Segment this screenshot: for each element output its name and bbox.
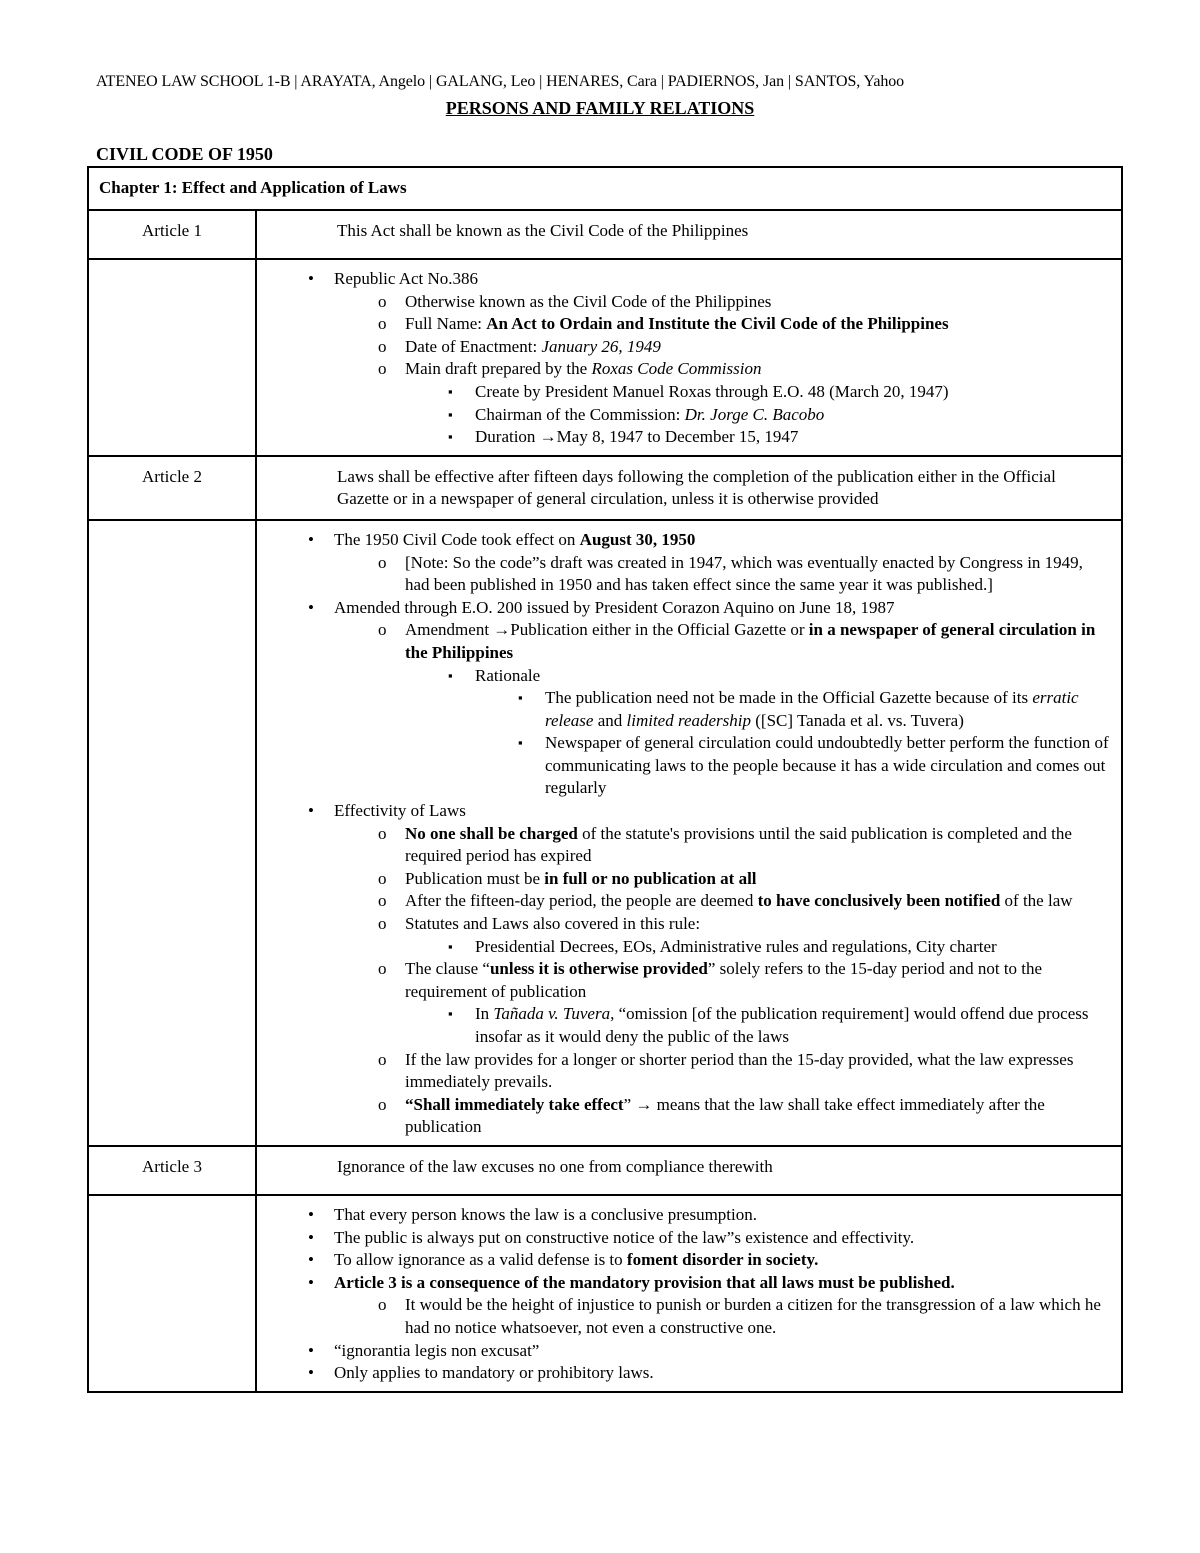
- article-text: Ignorance of the law excuses no one from compliance therewith: [256, 1146, 1122, 1195]
- article-text: Laws shall be effective after fifteen days following the completion of the publication either in the Official Gazette or in a newspaper of general circulation, unless it is otherwise provided: [256, 456, 1122, 520]
- chapter-row: [88, 167, 1122, 210]
- list-item: o Otherwise known as the Civil Code of the Philippines: [97, 291, 1111, 314]
- list-item: • “ignorantia legis non excusat”: [97, 1340, 1111, 1363]
- article-text: This Act shall be known as the Civil Code of the Philippines: [256, 210, 1122, 259]
- article-notes: [256, 520, 1122, 1146]
- list-item: o Amendment →Publication either in the Official Gazette or in a newspaper of general circulation in the Philippines ▪ Rationale ▪ The publication need not be made in the Official Gazette because of its erratic release and limited readership ([SC] Tanada et al. vs. Tuvera) ▪ Newspaper of general circulation could undoubtedly better perform the function of communicating laws to the people because it has a wide circulation and comes out regularly: [97, 619, 1111, 800]
- list-item: o “Shall immediately take effect” → means that the law shall take effect immediately after the publication: [97, 1094, 1111, 1139]
- article-label: Article 3: [88, 1146, 256, 1195]
- chapter-title: Chapter 1: Effect and Application of Laws: [88, 167, 1122, 210]
- list-item: ▪ Newspaper of general circulation could undoubtedly better perform the function of communicating laws to the people because it has a wide circulation and comes out regularly: [97, 732, 1111, 800]
- list-item: • Effectivity of Laws o No one shall be charged of the statute's provisions until the said publication is completed and the required period has expired o Publication must be in full or no publication at all o After the fifteen-day period, the people are deemed to have conclusively been notified of the law o Statutes and Laws also covered in this rule: ▪ Presidential Decrees, EOs, Administrative rules and regulations, City charter o The clause “unless it is otherwise provided” solely refers to the 15-day period and not to the requirement of publication ▪ In Tañada v. Tuvera, “omission [of the publication requirement] would offend due process insofar as it would deny the public of the laws o If the law provides for a longer or shorter period than the 15-day provided, what the law expresses immediately prevails. o “Shall immediately take effect” → means that the law shall take effect immediately after the publication: [97, 800, 1111, 1139]
- list-item: o After the fifteen-day period, the people are deemed to have conclusively been notified of the law: [97, 890, 1111, 913]
- list-item: ▪ Rationale ▪ The publication need not be made in the Official Gazette because of its erratic release and limited readership ([SC] Tanada et al. vs. Tuvera) ▪ Newspaper of general circulation could undoubtedly better perform the function of communicating laws to the people because it has a wide circulation and comes out regularly: [97, 665, 1111, 801]
- notes-row: [88, 1195, 1122, 1392]
- article-row: [88, 456, 1122, 520]
- list-item: ▪ Create by President Manuel Roxas through E.O. 48 (March 20, 1947): [97, 381, 1111, 404]
- list-item: • The public is always put on constructive notice of the law”s existence and effectivity.: [97, 1227, 1111, 1250]
- document-title: PERSONS AND FAMILY RELATIONS: [445, 98, 755, 118]
- list-item: o Full Name: An Act to Ordain and Institute the Civil Code of the Philippines: [97, 313, 1111, 336]
- list-item: o If the law provides for a longer or shorter period than the 15-day provided, what the law expresses immediately prevails.: [97, 1049, 1111, 1094]
- list-item: o Statutes and Laws also covered in this rule: ▪ Presidential Decrees, EOs, Administrative rules and regulations, City charter: [97, 913, 1111, 958]
- list-item: ▪ Chairman of the Commission: Dr. Jorge C. Bacobo: [97, 404, 1111, 427]
- list-item: • Only applies to mandatory or prohibitory laws.: [97, 1362, 1111, 1385]
- list-item: o Date of Enactment: January 26, 1949: [97, 336, 1111, 359]
- list-item: o No one shall be charged of the statute's provisions until the said publication is completed and the required period has expired: [97, 823, 1111, 868]
- authors-header: ATENEO LAW SCHOOL 1-B | ARAYATA, Angelo | GALANG, Leo | HENARES, Cara | PADIERNOS, Jan | SANTOS, Yahoo: [96, 73, 905, 90]
- list-item: o Main draft prepared by the Roxas Code Commission ▪ Create by President Manuel Roxas through E.O. 48 (March 20, 1947) ▪ Chairman of the Commission: Dr. Jorge C. Bacobo ▪ Duration →May 8, 1947 to December 15, 1947: [97, 358, 1111, 448]
- article-notes: [256, 1195, 1122, 1392]
- list-item: • Article 3 is a consequence of the mandatory provision that all laws must be published. o It would be the height of injustice to punish or burden a citizen for the transgression of a law which he had no notice whatsoever, not even a constructive one.: [97, 1272, 1111, 1340]
- list-item: • That every person knows the law is a conclusive presumption.: [97, 1204, 1111, 1227]
- article-row: [88, 210, 1122, 259]
- list-item: o Publication must be in full or no publication at all: [97, 868, 1111, 891]
- list-item: • Amended through E.O. 200 issued by President Corazon Aquino on June 18, 1987 o Amendment →Publication either in the Official Gazette or in a newspaper of general circulation in the Philippines ▪ Rationale ▪ The publication need not be made in the Official Gazette because of its erratic release and limited readership ([SC] Tanada et al. vs. Tuvera) ▪ Newspaper of general circulation could undoubtedly better perform the function of communicating laws to the people because it has a wide circulation and comes out regularly: [97, 597, 1111, 800]
- article-label: Article 1: [88, 210, 256, 259]
- article-label: Article 2: [88, 456, 256, 520]
- list-item: ▪ Duration →May 8, 1947 to December 15, 1947: [97, 426, 1111, 449]
- list-item: ▪ Presidential Decrees, EOs, Administrative rules and regulations, City charter: [97, 936, 1111, 959]
- list-item: o It would be the height of injustice to punish or burden a citizen for the transgression of a law which he had no notice whatsoever, not even a constructive one.: [97, 1294, 1111, 1339]
- list-item: ▪ In Tañada v. Tuvera, “omission [of the publication requirement] would offend due process insofar as it would deny the public of the laws: [97, 1003, 1111, 1048]
- list-item: • Republic Act No.386 o Otherwise known as the Civil Code of the Philippines o Full Name: An Act to Ordain and Institute the Civil Code of the Philippines o Date of Enactment: January 26, 1949 o Main draft prepared by the Roxas Code Commission ▪ Create by President Manuel Roxas through E.O. 48 (March 20, 1947) ▪ Chairman of the Commission: Dr. Jorge C. Bacobo ▪ Duration →May 8, 1947 to December 15, 1947: [97, 268, 1111, 449]
- list-item: • To allow ignorance as a valid defense is to foment disorder in society.: [97, 1249, 1111, 1272]
- list-item: o [Note: So the code”s draft was created in 1947, which was eventually enacted by Congress in 1949, had been published in 1950 and has taken effect since the same year it was published.]: [97, 552, 1111, 597]
- article-notes: [256, 259, 1122, 456]
- article-row: [88, 1146, 1122, 1195]
- notes-table: [87, 166, 1123, 1393]
- notes-row: [88, 520, 1122, 1146]
- list-item: o The clause “unless it is otherwise provided” solely refers to the 15-day period and not to the requirement of publication ▪ In Tañada v. Tuvera, “omission [of the publication requirement] would offend due process insofar as it would deny the public of the laws: [97, 958, 1111, 1048]
- section-title: CIVIL CODE OF 1950: [96, 144, 273, 164]
- list-item: ▪ The publication need not be made in the Official Gazette because of its erratic release and limited readership ([SC] Tanada et al. vs. Tuvera): [97, 687, 1111, 732]
- notes-row: [88, 259, 1122, 456]
- list-item: • The 1950 Civil Code took effect on August 30, 1950 o [Note: So the code”s draft was created in 1947, which was eventually enacted by Congress in 1949, had been published in 1950 and has taken effect since the same year it was published.]: [97, 529, 1111, 597]
